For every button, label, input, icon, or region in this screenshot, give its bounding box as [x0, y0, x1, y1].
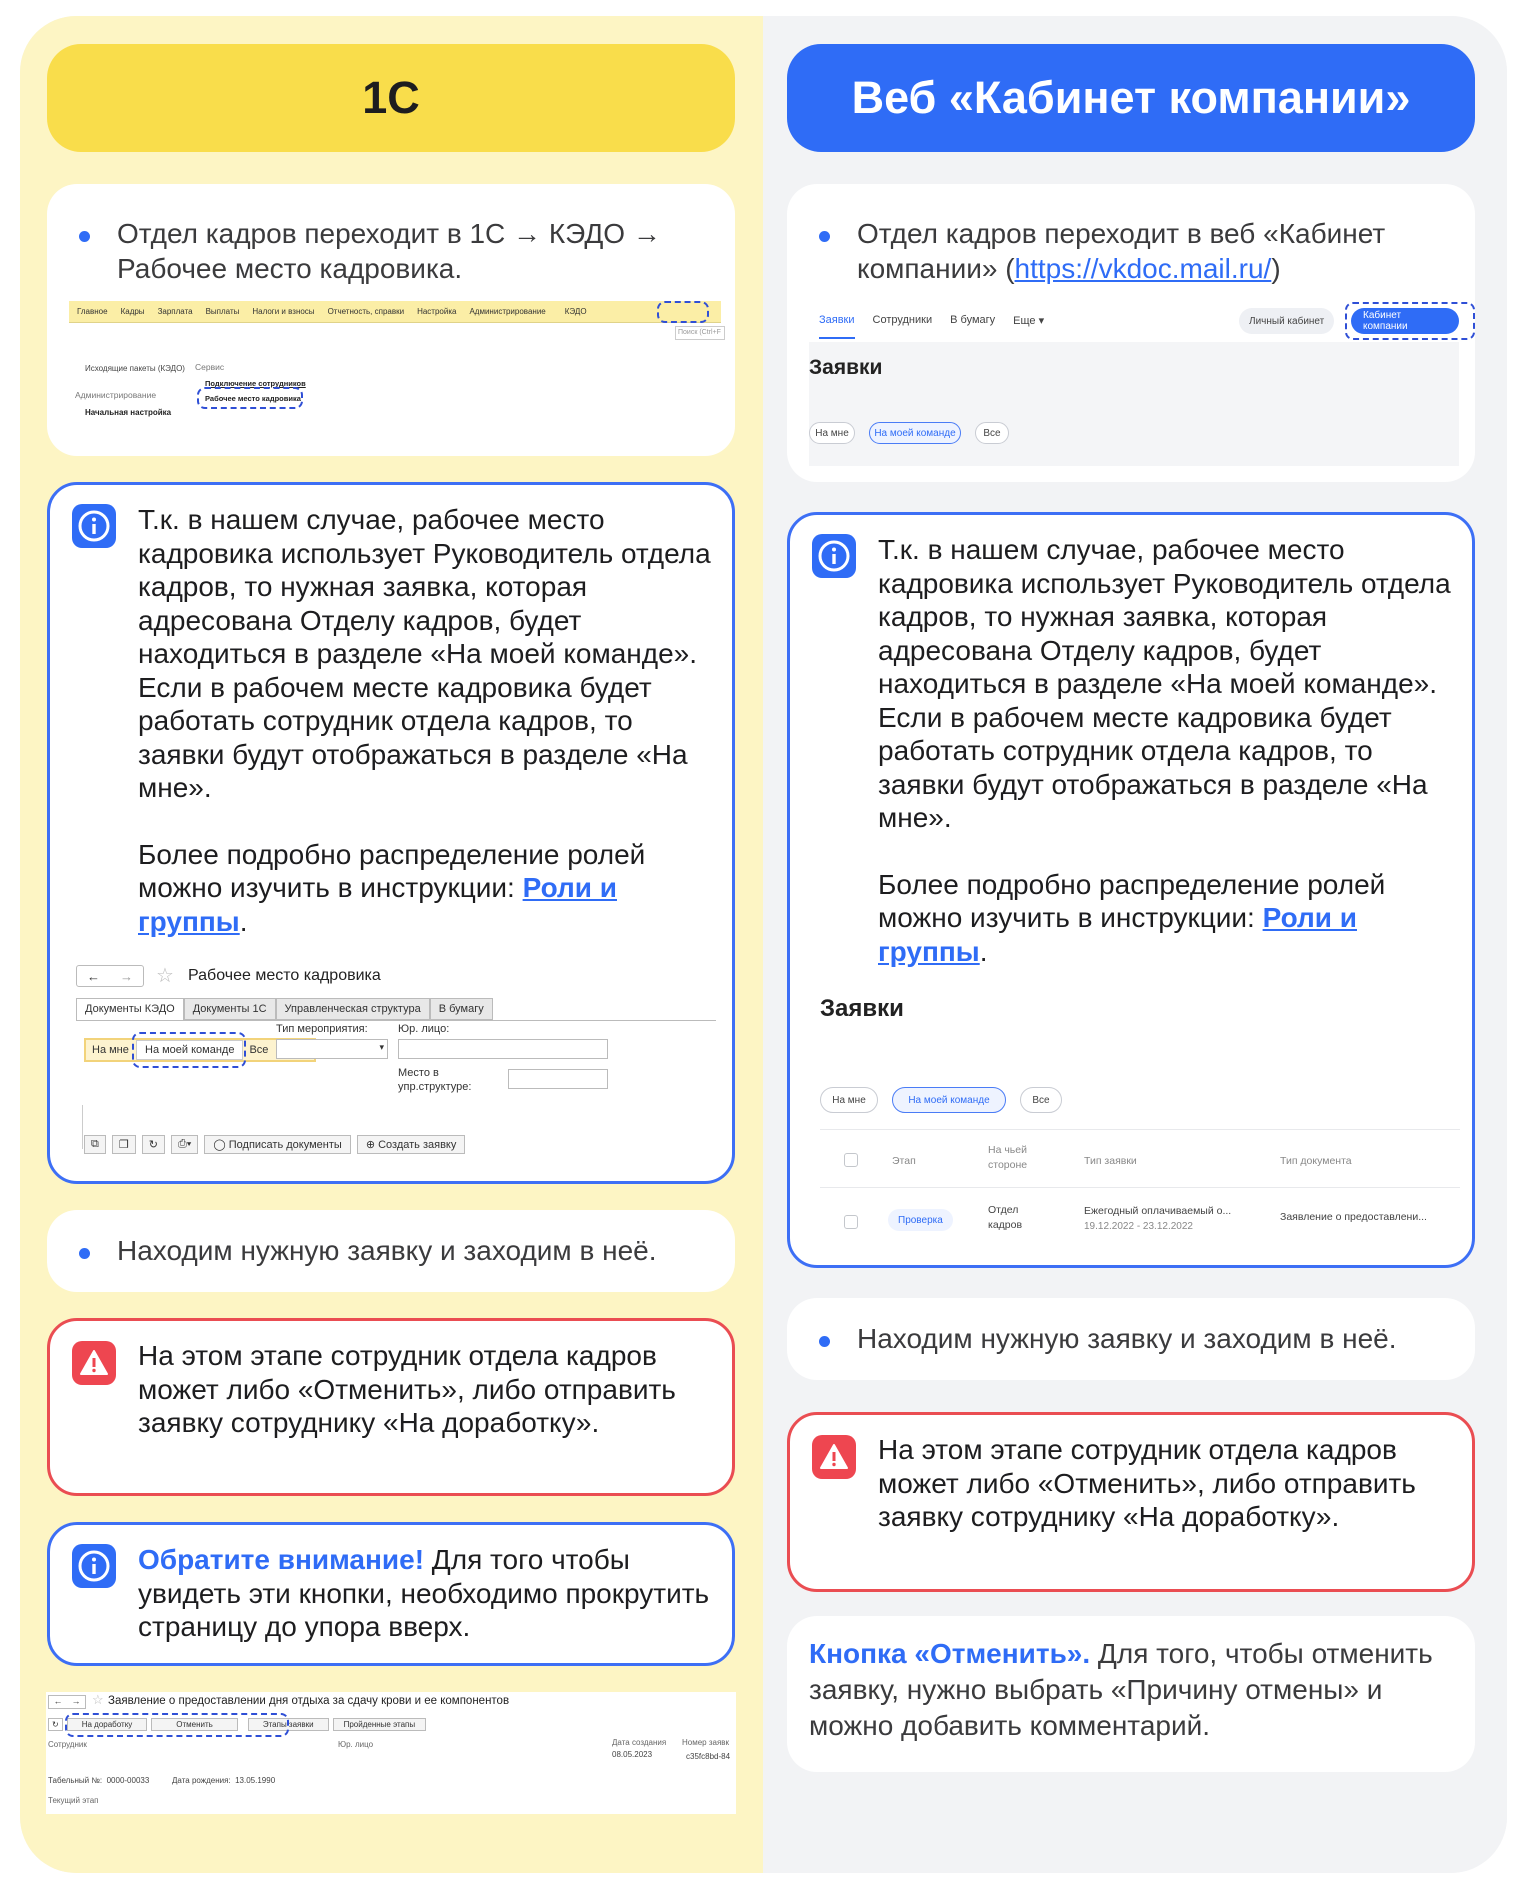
- menu-item[interactable]: Главное: [77, 307, 108, 316]
- rework-button[interactable]: На доработку: [67, 1718, 148, 1731]
- cancel-text: [809, 1636, 1435, 1744]
- info-text: .: [239, 905, 248, 937]
- dates-cell: 19.12.2022 - 23.12.2022: [1084, 1221, 1193, 1232]
- step1-text: Отдел кадров переходит в веб «Кабинет компании» (: [857, 218, 1386, 284]
- menu-item[interactable]: Отчетность, справки: [327, 307, 405, 316]
- submenu-group: Администрирование: [75, 390, 157, 400]
- menu-item[interactable]: Зарплата: [157, 307, 193, 316]
- highlight-kedo: [657, 301, 709, 323]
- col-stage: Этап: [892, 1155, 916, 1167]
- requests-panel: [809, 342, 1459, 466]
- roles-groups-link[interactable]: Роли и группы: [138, 872, 617, 937]
- web-nav: [819, 314, 1044, 327]
- menu-bar: [69, 301, 721, 323]
- nav-employees[interactable]: Сотрудники: [872, 314, 933, 326]
- bullet-dot: [819, 231, 830, 242]
- info-text: Т.к. в нашем случае, рабочее место кадровика использует Руководитель отдела кадров, то нужная заявка, которая адресована Отделу кадров, будет находиться в разделе «На моей команде». Если в рабочем месте кадровика будет работать сотрудник отдела кадров, то заявки будут отображаться в разделе «На мне».: [138, 504, 711, 803]
- passed-stages-button[interactable]: Пройденные этапы: [333, 1718, 427, 1731]
- side-cell: Отдел кадров: [988, 1204, 1023, 1231]
- org-select[interactable]: [398, 1039, 608, 1059]
- menu-item[interactable]: Выплаты: [205, 307, 240, 316]
- menu-item[interactable]: Налоги и взносы: [252, 307, 315, 316]
- menu-item[interactable]: Администрирование: [469, 307, 546, 316]
- step2-bullet: [819, 1321, 1455, 1356]
- step1-card-web: [787, 184, 1475, 482]
- info-icon: [72, 1544, 116, 1588]
- btn-all[interactable]: Все: [249, 1044, 269, 1056]
- step2-text: Находим нужную заявку и заходим в неё.: [857, 1323, 1397, 1354]
- create-request-button[interactable]: ⊕ Создать заявку: [357, 1135, 466, 1154]
- doc-screenshot: [46, 1692, 736, 1814]
- step2-bullet: [79, 1233, 715, 1268]
- workspace-screenshot: [76, 965, 716, 1165]
- tab-1c-docs[interactable]: Документы 1С: [184, 998, 276, 1020]
- number-value: c35fc8bd-84: [686, 1752, 731, 1761]
- step1-bullet: [79, 216, 705, 286]
- tab-structure[interactable]: Управленческая структура: [276, 998, 430, 1020]
- stage-badge: Проверка: [888, 1209, 953, 1231]
- type-select[interactable]: ▾: [276, 1039, 388, 1059]
- type-label: Тип мероприятия:: [276, 1023, 368, 1035]
- step1-text: Отдел кадров переходит в 1С → КЭДО → Рабочее место кадровика.: [117, 218, 661, 284]
- warning-icon: [72, 1341, 116, 1385]
- info-text: Т.к. в нашем случае, рабочее место кадровика использует Руководитель отдела кадров, то нужная заявка, которая адресована Отделу кадров, будет находиться в разделе «На моей команде». Если в рабочем месте кадровика будет работать сотрудник отдела кадров, то заявки будут отображаться в разделе «На мне».: [878, 534, 1451, 833]
- pill-on-me[interactable]: На мне: [820, 1087, 878, 1113]
- info-text: Более подробно распределение ролей можно изучить в инструкции:: [138, 838, 646, 903]
- pill-all[interactable]: Все: [1020, 1087, 1062, 1113]
- sign-button[interactable]: ◯ Подписать документы: [204, 1135, 350, 1154]
- bullet-dot: [79, 1248, 90, 1259]
- step2-card-1c: [47, 1210, 735, 1292]
- pill-on-me[interactable]: На мне: [809, 422, 855, 444]
- warning-text: На этом этапе сотрудник отдела кадров может либо «Отменить», либо отправить заявку сотруднику «На доработку».: [878, 1434, 1416, 1532]
- highlight-company: [1345, 302, 1475, 340]
- warning-text: На этом этапе сотрудник отдела кадров может либо «Отменить», либо отправить заявку сотруднику «На доработку».: [138, 1340, 676, 1438]
- col-type: Тип заявки: [1084, 1155, 1137, 1167]
- info-text: Более подробно распределение ролей можно изучить в инструкции:: [878, 868, 1386, 933]
- warning-icon: [812, 1435, 856, 1479]
- row-checkbox[interactable]: [844, 1215, 858, 1229]
- step1-bullet: [819, 216, 1445, 286]
- stages-button[interactable]: Этапы заявки: [248, 1718, 329, 1731]
- submenu-item[interactable]: Исходящие пакеты (КЭДО): [85, 364, 185, 373]
- nav-more-label: Еще: [1013, 315, 1036, 327]
- submenu-item-hr-workplace[interactable]: Рабочее место кадровика: [205, 394, 301, 403]
- note-body: Для того чтобы увидеть эти кнопки, необходимо прокрутить страницу до упора вверх.: [138, 1544, 710, 1642]
- arrow-left-icon[interactable]: ←: [87, 968, 100, 984]
- header-web: Веб «Кабинет компании»: [787, 44, 1475, 152]
- note-text: [138, 1543, 712, 1644]
- company-cabinet-button[interactable]: Кабинет компании: [1351, 308, 1459, 334]
- web-screenshot: [809, 302, 1459, 476]
- doc-cell: Заявление о предоставлени...: [1280, 1211, 1427, 1223]
- nav-active-line: [819, 337, 855, 339]
- workspace-toolbar: [84, 1135, 465, 1154]
- star-icon[interactable]: ☆: [156, 965, 174, 987]
- created-label: Дата создания: [612, 1738, 667, 1747]
- info-body: [878, 533, 1452, 968]
- warning-card-1c: [47, 1318, 735, 1496]
- tab-divider: [76, 1020, 716, 1021]
- col-doc-type: Тип документа: [1280, 1155, 1352, 1167]
- tab-paper[interactable]: В бумагу: [430, 998, 493, 1020]
- menu-item[interactable]: Кадры: [120, 307, 145, 316]
- bullet-dot: [819, 1336, 830, 1347]
- row-line: [820, 1187, 1460, 1188]
- arrow-right-icon[interactable]: →: [120, 968, 133, 984]
- tab-kedo-docs[interactable]: Документы КЭДО: [76, 998, 184, 1020]
- org-label: Юр. лицо: [338, 1740, 374, 1749]
- pill-my-team[interactable]: На моей команде: [892, 1087, 1006, 1113]
- cancel-card-web: [787, 1616, 1475, 1772]
- star-icon[interactable]: ☆: [92, 1692, 104, 1707]
- personal-cabinet-button[interactable]: Личный кабинет: [1239, 308, 1334, 334]
- info-body: [138, 503, 712, 938]
- requests-screenshot: [820, 995, 1460, 1255]
- place-label: Место в упр.структуре:: [398, 1067, 472, 1093]
- copy-icon[interactable]: ⧉: [84, 1135, 106, 1154]
- step2-text: Находим нужную заявку и заходим в неё.: [117, 1235, 657, 1266]
- pill-my-team[interactable]: На моей команде: [869, 422, 961, 444]
- note-title: Обратите внимание!: [138, 1544, 425, 1575]
- highlight-hr-workplace: [197, 387, 303, 409]
- employee-label: Сотрудник: [48, 1740, 87, 1749]
- select-all-checkbox[interactable]: [844, 1153, 858, 1167]
- nav-more[interactable]: Еще ▾: [1013, 315, 1045, 327]
- print-icon[interactable]: ⎙▾: [171, 1135, 198, 1154]
- org-label: Юр. лицо:: [398, 1023, 450, 1035]
- vkdoc-link[interactable]: https://vkdoc.mail.ru/: [1014, 253, 1272, 284]
- bullet-dot: [79, 231, 90, 242]
- btn-my-team[interactable]: На моей команде: [136, 1040, 243, 1060]
- table-top-line: [820, 1129, 1460, 1130]
- highlight-my-team: [132, 1032, 246, 1068]
- sign-label: Подписать документы: [228, 1139, 342, 1151]
- duplicate-icon[interactable]: ❐: [112, 1135, 136, 1154]
- nav-paper[interactable]: В бумагу: [950, 314, 996, 326]
- info-text: .: [979, 935, 988, 967]
- divider: [82, 1105, 83, 1149]
- create-label: Создать заявку: [378, 1139, 457, 1151]
- arrow-right-icon[interactable]: →: [71, 1696, 81, 1706]
- info-card-1c: [47, 482, 735, 1184]
- place-select[interactable]: [508, 1069, 608, 1089]
- step2-card-web: [787, 1298, 1475, 1380]
- submenu-item[interactable]: Подключение сотрудников: [205, 379, 306, 388]
- info-icon: [812, 534, 856, 578]
- info-icon: [72, 504, 116, 548]
- workspace-tabs: [76, 998, 493, 1020]
- doc-title: Заявление о предоставлении дня отдыха за сдачу крови и ее компонентов: [108, 1695, 510, 1707]
- requests-title: Заявки: [809, 356, 883, 379]
- page-frame: [20, 16, 1507, 1873]
- header-1c: 1С: [47, 44, 735, 152]
- requests-title: Заявки: [820, 995, 904, 1022]
- submenu-group: Сервис: [195, 362, 225, 372]
- btn-on-me[interactable]: На мне: [92, 1044, 129, 1056]
- nav-arrows: [48, 1695, 86, 1709]
- current-stage: Текущий этап: [48, 1796, 99, 1805]
- created-value: 08.05.2023: [612, 1750, 653, 1759]
- refresh-icon[interactable]: ↻: [142, 1135, 165, 1154]
- birth-date: Дата рождения: 13.05.1990: [172, 1776, 276, 1785]
- step1-text: ): [1271, 253, 1281, 284]
- cancel-button[interactable]: Отменить: [151, 1718, 238, 1731]
- step1-card-1c: [47, 184, 735, 456]
- roles-groups-link[interactable]: Роли и группы: [878, 902, 1357, 967]
- info-card-web: [787, 512, 1475, 1268]
- submenu-item[interactable]: Начальная настройка: [85, 408, 172, 417]
- arrow-left-icon[interactable]: ←: [53, 1696, 63, 1706]
- menu-search[interactable]: Поиск (Ctrl+F: [675, 326, 725, 340]
- cancel-title: Кнопка «Отменить».: [809, 1638, 1091, 1669]
- cancel-body: Для того, чтобы отменить заявку, нужно выбрать «Причину отмены» и можно добавить комментарий.: [809, 1638, 1433, 1741]
- col-side: На чьей стороне: [988, 1144, 1028, 1171]
- nav-arrows: [76, 965, 144, 987]
- tab-number: Табельный №: 0000-00033: [48, 1776, 150, 1785]
- type-cell[interactable]: Ежегодный оплачиваемый о...: [1084, 1205, 1232, 1217]
- menu-item[interactable]: Настройка: [417, 307, 457, 316]
- menu-screenshot: [69, 301, 735, 451]
- refresh-icon[interactable]: ↻: [48, 1718, 63, 1731]
- warning-card-web: [787, 1412, 1475, 1592]
- note-card-1c: [47, 1522, 735, 1666]
- workspace-title: Рабочее место кадровика: [188, 967, 381, 984]
- menu-item-kedo[interactable]: КЭДО: [564, 307, 587, 316]
- number-label: Номер заявк: [682, 1738, 730, 1747]
- pill-all[interactable]: Все: [975, 422, 1009, 444]
- highlight-buttons: [65, 1713, 289, 1737]
- nav-requests[interactable]: Заявки: [819, 314, 855, 326]
